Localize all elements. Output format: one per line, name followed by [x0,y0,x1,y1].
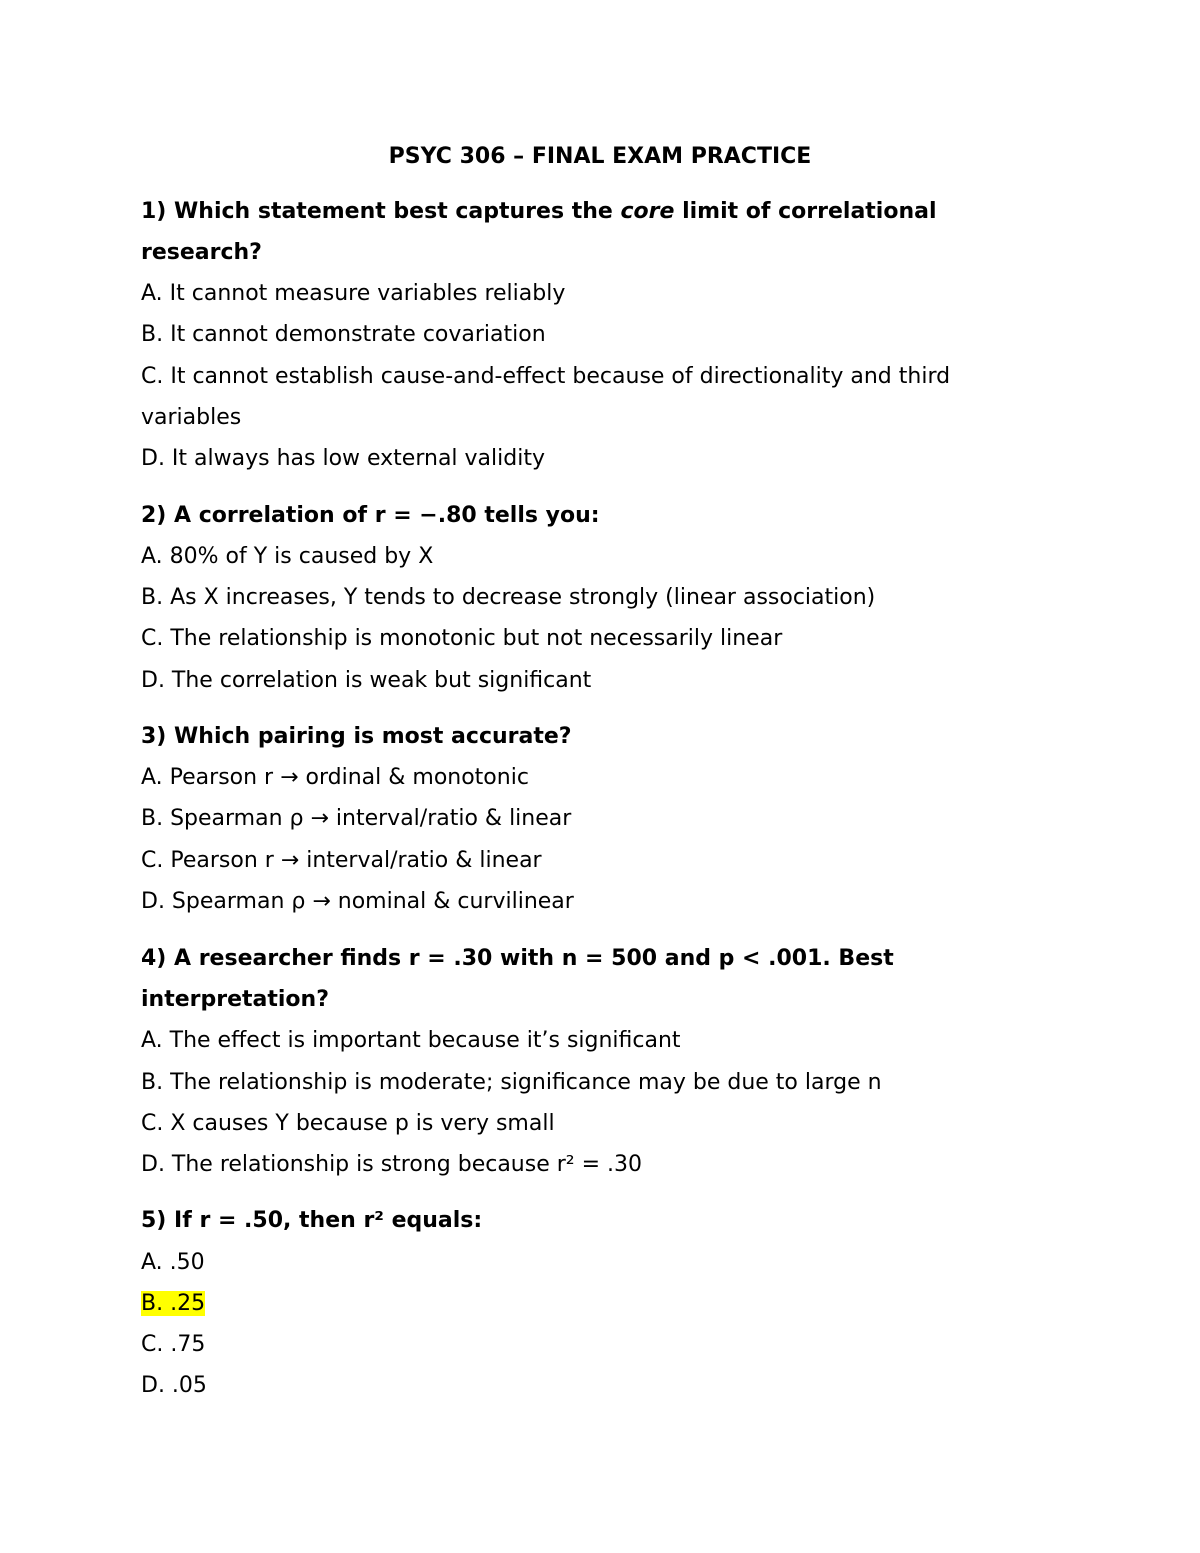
question-4-option-d: D. The relationship is strong because r² = .30 [141,1152,643,1177]
question-2-text: 2) A correlation of r = −.80 tells you: [141,503,600,528]
question-1-text-after: limit of correlational [674,199,937,224]
question-3-text: 3) Which pairing is most accurate? [141,724,572,749]
question-4-option-c: C. X causes Y because p is very small [141,1111,555,1136]
question-1-option-a: A. It cannot measure variables reliably [141,281,566,306]
question-3-option-b: B. Spearman ρ → interval/ratio & linear [141,806,572,831]
question-2-option-b: B. As X increases, Y tends to decrease strongly (linear association) [141,585,876,610]
question-4-text-continued: interpretation? [141,987,329,1012]
question-2-option-d: D. The correlation is weak but significant [141,668,592,693]
question-4-option-a: A. The effect is important because it’s significant [141,1028,681,1053]
question-4-text: 4) A researcher finds r = .30 with n = 500 and p < .001. Best [141,946,894,971]
question-1-option-b: B. It cannot demonstrate covariation [141,322,546,347]
exam-title: PSYC 306 – FINAL EXAM PRACTICE [388,144,812,169]
question-5-option-d: D. .05 [141,1373,207,1398]
question-1-option-c: C. It cannot establish cause-and-effect because of directionality and third [141,364,951,389]
question-2-option-a: A. 80% of Y is caused by X [141,544,434,569]
question-5-option-b-row [141,1290,205,1318]
question-4-option-b: B. The relationship is moderate; significance may be due to large n [141,1070,882,1095]
question-1-text [141,198,937,226]
question-5-option-b-highlighted: B. .25 [141,1291,206,1316]
question-3-option-d: D. Spearman ρ → nominal & curvilinear [141,889,574,914]
question-5-option-a: A. .50 [141,1250,205,1275]
question-1-option-c-continued: variables [141,405,242,430]
question-1-emphasis: core [620,199,675,224]
question-1-text-continued: research? [141,240,262,265]
question-5-text: 5) If r = .50, then r² equals: [141,1208,483,1233]
question-1-option-d: D. It always has low external validity [141,446,545,471]
question-5-option-c: C. .75 [141,1332,206,1357]
question-2-option-c: C. The relationship is monotonic but not necessarily linear [141,626,783,651]
question-3-option-a: A. Pearson r → ordinal & monotonic [141,765,529,790]
question-1-text-before: 1) Which statement best captures the [141,199,621,224]
question-3-option-c: C. Pearson r → interval/ratio & linear [141,848,542,873]
